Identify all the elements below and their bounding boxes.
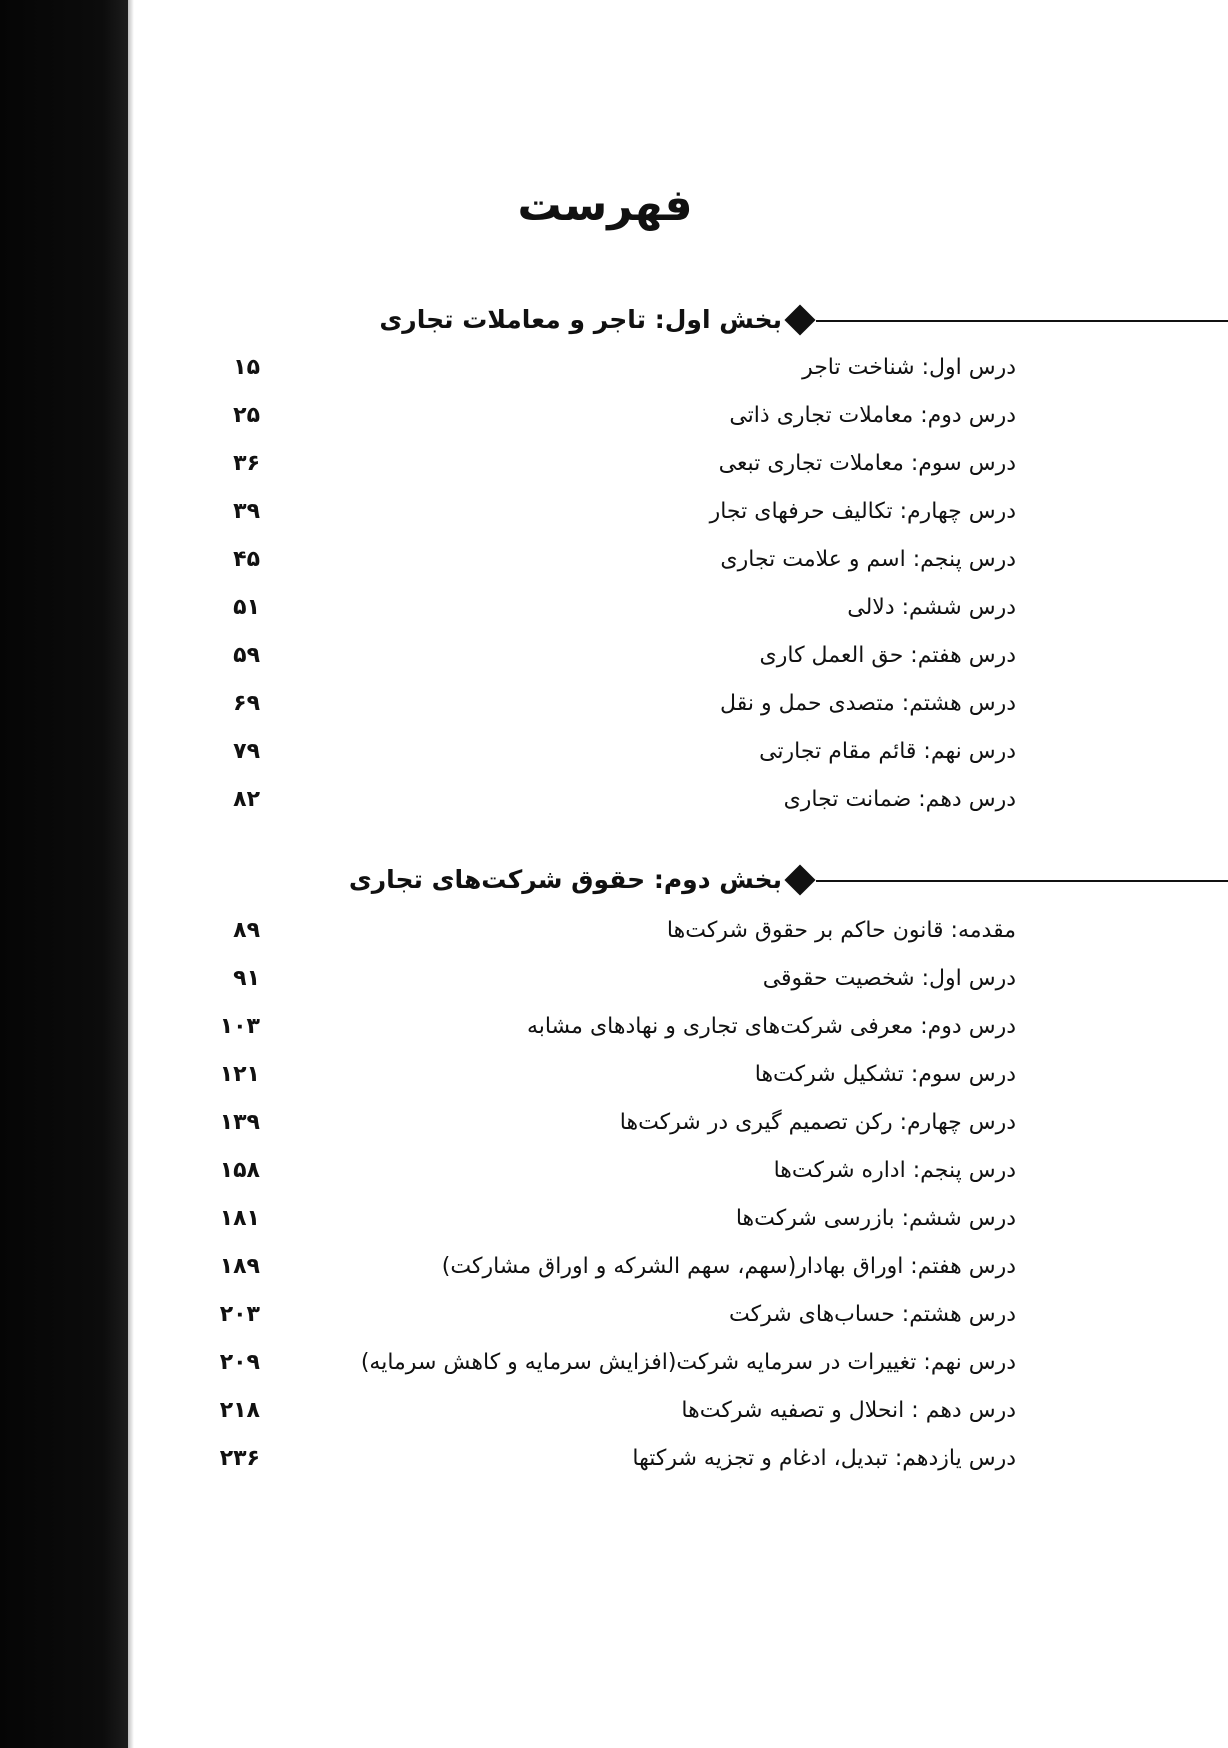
section-title: بخش اول: تاجر و معاملات تجاری bbox=[379, 305, 782, 334]
toc-entry-page: ۱۸۱ bbox=[219, 1206, 260, 1231]
toc-entry-page: ۶۹ bbox=[233, 691, 260, 716]
toc-entry-page: ۵۱ bbox=[233, 595, 260, 620]
toc-entry-title: مقدمه: قانون حاکم بر حقوق شرکت‌ها bbox=[666, 918, 1016, 943]
toc-entry-page: ۱۸۹ bbox=[219, 1254, 260, 1279]
toc-entry bbox=[0, 1243, 1228, 1291]
toc-entry-title: درس یازدهم: تبدیل، ادغام و تجزیه شرکتها bbox=[632, 1446, 1016, 1471]
toc-entry bbox=[0, 907, 1228, 955]
toc-entry-page: ۲۳۶ bbox=[219, 1446, 260, 1471]
toc-entry bbox=[0, 1003, 1228, 1051]
toc-entry-title: درس چهارم: رکن تصمیم گیری در شرکت‌ها bbox=[619, 1110, 1016, 1135]
toc-entry-title: درس هفتم: حق العمل کاری bbox=[759, 643, 1016, 668]
toc-entry-page: ۹۱ bbox=[233, 966, 260, 991]
section-heading-2 bbox=[0, 850, 1228, 910]
toc-entry-title: درس هفتم: اوراق بهادار(سهم، سهم الشرکه و اوراق مشارکت) bbox=[441, 1254, 1016, 1279]
section-rule bbox=[816, 320, 1228, 322]
toc-entry bbox=[0, 344, 1228, 392]
toc-entry-page: ۲۵ bbox=[233, 403, 260, 428]
toc-entry bbox=[0, 1339, 1228, 1387]
toc-entry bbox=[0, 440, 1228, 488]
toc-entry-page: ۳۹ bbox=[233, 499, 260, 524]
toc-entry-title: درس نهم: تغییرات در سرمایه شرکت(افزایش سرمایه و کاهش سرمایه) bbox=[360, 1350, 1016, 1375]
toc-entry-title: درس نهم: قائم مقام تجارتی bbox=[759, 739, 1016, 764]
toc-entry-page: ۵۹ bbox=[233, 643, 260, 668]
toc-entry bbox=[0, 680, 1228, 728]
diamond-bullet-icon bbox=[784, 864, 815, 895]
toc-entry-page: ۱۲۱ bbox=[219, 1062, 260, 1087]
toc-entry bbox=[0, 1051, 1228, 1099]
page-title: فهرست bbox=[517, 180, 693, 231]
toc-entry bbox=[0, 728, 1228, 776]
diamond-bullet-icon bbox=[784, 304, 815, 335]
toc-entry-title: درس دهم : انحلال و تصفیه شرکت‌ها bbox=[681, 1398, 1016, 1423]
toc-entry-page: ۲۱۸ bbox=[219, 1398, 260, 1423]
toc-entry bbox=[0, 776, 1228, 824]
toc-entry-title: درس پنجم: اسم و علامت تجاری bbox=[720, 547, 1016, 572]
toc-entry-page: ۴۵ bbox=[233, 547, 260, 572]
toc-entry bbox=[0, 955, 1228, 1003]
toc-entry-title: درس اول: شناخت تاجر bbox=[802, 355, 1016, 380]
toc-entry-title: درس چهارم: تکالیف حرفهای تجار bbox=[709, 499, 1016, 524]
toc-entry-page: ۲۰۹ bbox=[219, 1350, 260, 1375]
toc-entry-page: ۱۳۹ bbox=[219, 1110, 260, 1135]
toc-entry-page: ۳۶ bbox=[233, 451, 260, 476]
toc-entry bbox=[0, 392, 1228, 440]
toc-entry-title: درس اول: شخصیت حقوقی bbox=[762, 966, 1016, 991]
toc-entry-title: درس ششم: بازرسی شرکت‌ها bbox=[735, 1206, 1016, 1231]
section-heading-1 bbox=[0, 290, 1228, 350]
toc-entry bbox=[0, 1291, 1228, 1339]
toc-entry-title: درس سوم: تشکیل شرکت‌ها bbox=[754, 1062, 1016, 1087]
toc-entry-title: درس دوم: معاملات تجاری ذاتی bbox=[729, 403, 1016, 428]
toc-entry bbox=[0, 1387, 1228, 1435]
toc-entry-title: درس ششم: دلالی bbox=[847, 595, 1016, 620]
toc-entry bbox=[0, 632, 1228, 680]
toc-entry-title: درس سوم: معاملات تجاری تبعی bbox=[718, 451, 1016, 476]
toc-entry-title: درس دهم: ضمانت تجاری bbox=[783, 787, 1016, 812]
toc-entry-page: ۱۵ bbox=[233, 355, 260, 380]
toc-entry bbox=[0, 584, 1228, 632]
toc-entry-page: ۷۹ bbox=[233, 739, 260, 764]
section-title: بخش دوم: حقوق شرکت‌های تجاری bbox=[348, 865, 782, 894]
toc-entry-page: ۸۲ bbox=[233, 787, 260, 812]
toc-entry-title: درس هشتم: حساب‌های شرکت bbox=[729, 1302, 1016, 1327]
toc-entry-page: ۱۰۳ bbox=[219, 1014, 260, 1039]
toc-entry bbox=[0, 1099, 1228, 1147]
toc-entry-title: درس هشتم: متصدی حمل و نقل bbox=[720, 691, 1016, 716]
toc-entry-page: ۸۹ bbox=[233, 918, 260, 943]
toc-entry bbox=[0, 488, 1228, 536]
toc-entry bbox=[0, 1435, 1228, 1483]
toc-entry bbox=[0, 1147, 1228, 1195]
section-rule bbox=[816, 880, 1228, 882]
toc-entry bbox=[0, 1195, 1228, 1243]
toc-entry-title: درس پنجم: اداره شرکت‌ها bbox=[773, 1158, 1016, 1183]
toc-entry-page: ۲۰۳ bbox=[219, 1302, 260, 1327]
toc-entry bbox=[0, 536, 1228, 584]
toc-entry-page: ۱۵۸ bbox=[219, 1158, 260, 1183]
toc-entry-title: درس دوم: معرفی شرکت‌های تجاری و نهادهای مشابه bbox=[526, 1014, 1016, 1039]
